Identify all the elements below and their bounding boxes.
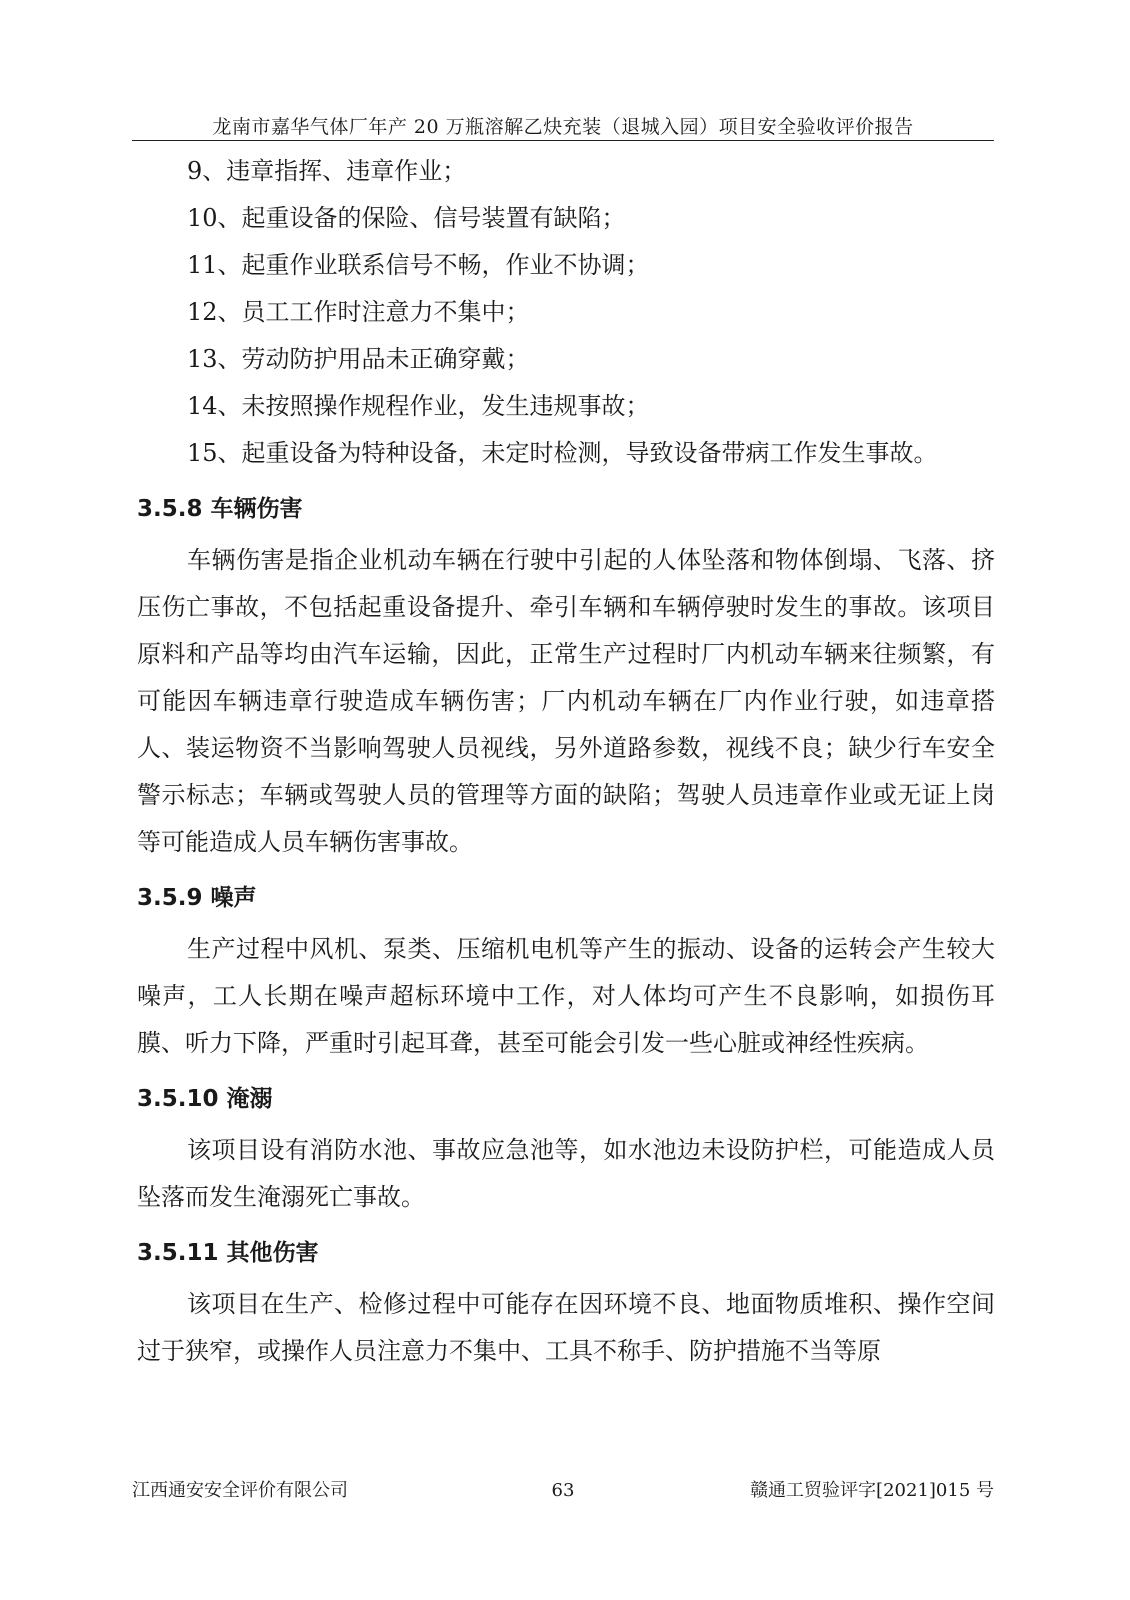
section-body-other-injury: 该项目在生产、检修过程中可能存在因环境不良、地面物质堆积、操作空间过于狭窄，或操作人员注意力不集中、工具不称手、防护措施不当等原 [137,1290,995,1365]
page-content [137,148,995,1375]
footer-company: 江西通安安全评价有限公司 [132,1480,348,1501]
page-header: 龙南市嘉华气体厂年产 20 万瓶溶解乙炔充装（退城入园）项目安全验收评价报告 [212,116,914,138]
section-body-vehicle-injury: 车辆伤害是指企业机动车辆在行驶中引起的人体坠落和物体倒塌、飞落、挤压伤亡事故，不包括起重设备提升、牵引车辆和车辆停驶时发生的事故。该项目原料和产品等均由汽车运输，因此，正常生产过程时厂内机动车辆来往频繁，有可能因车辆违章行驶造成车辆伤害；厂内机动车辆在厂内作业行驶，如违章搭人、装运物资不当影响驾驶人员视线，另外道路参数，视线不良；缺少行车安全警示标志；车辆或驾驶人员的管理等方面的缺陷；驾驶人员违章作业或无证上岗等可能造成人员车辆伤害事故。 [137,546,995,856]
list-item: 10、起重设备的保险、信号装置有缺陷； [187,204,626,232]
section-heading-vehicle-injury: 3.5.8 车辆伤害 [137,496,303,522]
section-body-drowning: 该项目设有消防水池、事故应急池等，如水池边未设防护栏，可能造成人员坠落而发生淹溺死亡事故。 [137,1136,995,1211]
footer-doc-number: 赣通工贸验评字[2021]015 号 [750,1480,994,1501]
list-item: 15、起重设备为特种设备，未定时检测，导致设备带病工作发生事故。 [187,439,938,467]
section-body-noise: 生产过程中风机、泵类、压缩机电机等产生的振动、设备的运转会产生较大噪声，工人长期在噪声超标环境中工作，对人体均可产生不良影响，如损伤耳膜、听力下降，严重时引起耳聋，甚至可能会引发一些心脏或神经性疾病。 [137,935,995,1057]
list-item: 9、违章指挥、违章作业； [187,157,467,185]
page-number: 63 [551,1480,575,1501]
page-footer [132,1476,994,1504]
list-item: 11、起重作业联系信号不畅，作业不协调； [187,251,650,279]
section-heading-noise: 3.5.9 噪声 [137,885,257,911]
header-divider [132,140,994,141]
list-item: 14、未按照操作规程作业，发生违规事故； [187,392,650,420]
list-item: 13、劳动防护用品未正确穿戴； [187,345,530,373]
section-heading-other-injury: 3.5.11 其他伤害 [137,1240,319,1266]
section-heading-drowning: 3.5.10 淹溺 [137,1086,273,1112]
list-item: 12、员工工作时注意力不集中； [187,298,530,326]
